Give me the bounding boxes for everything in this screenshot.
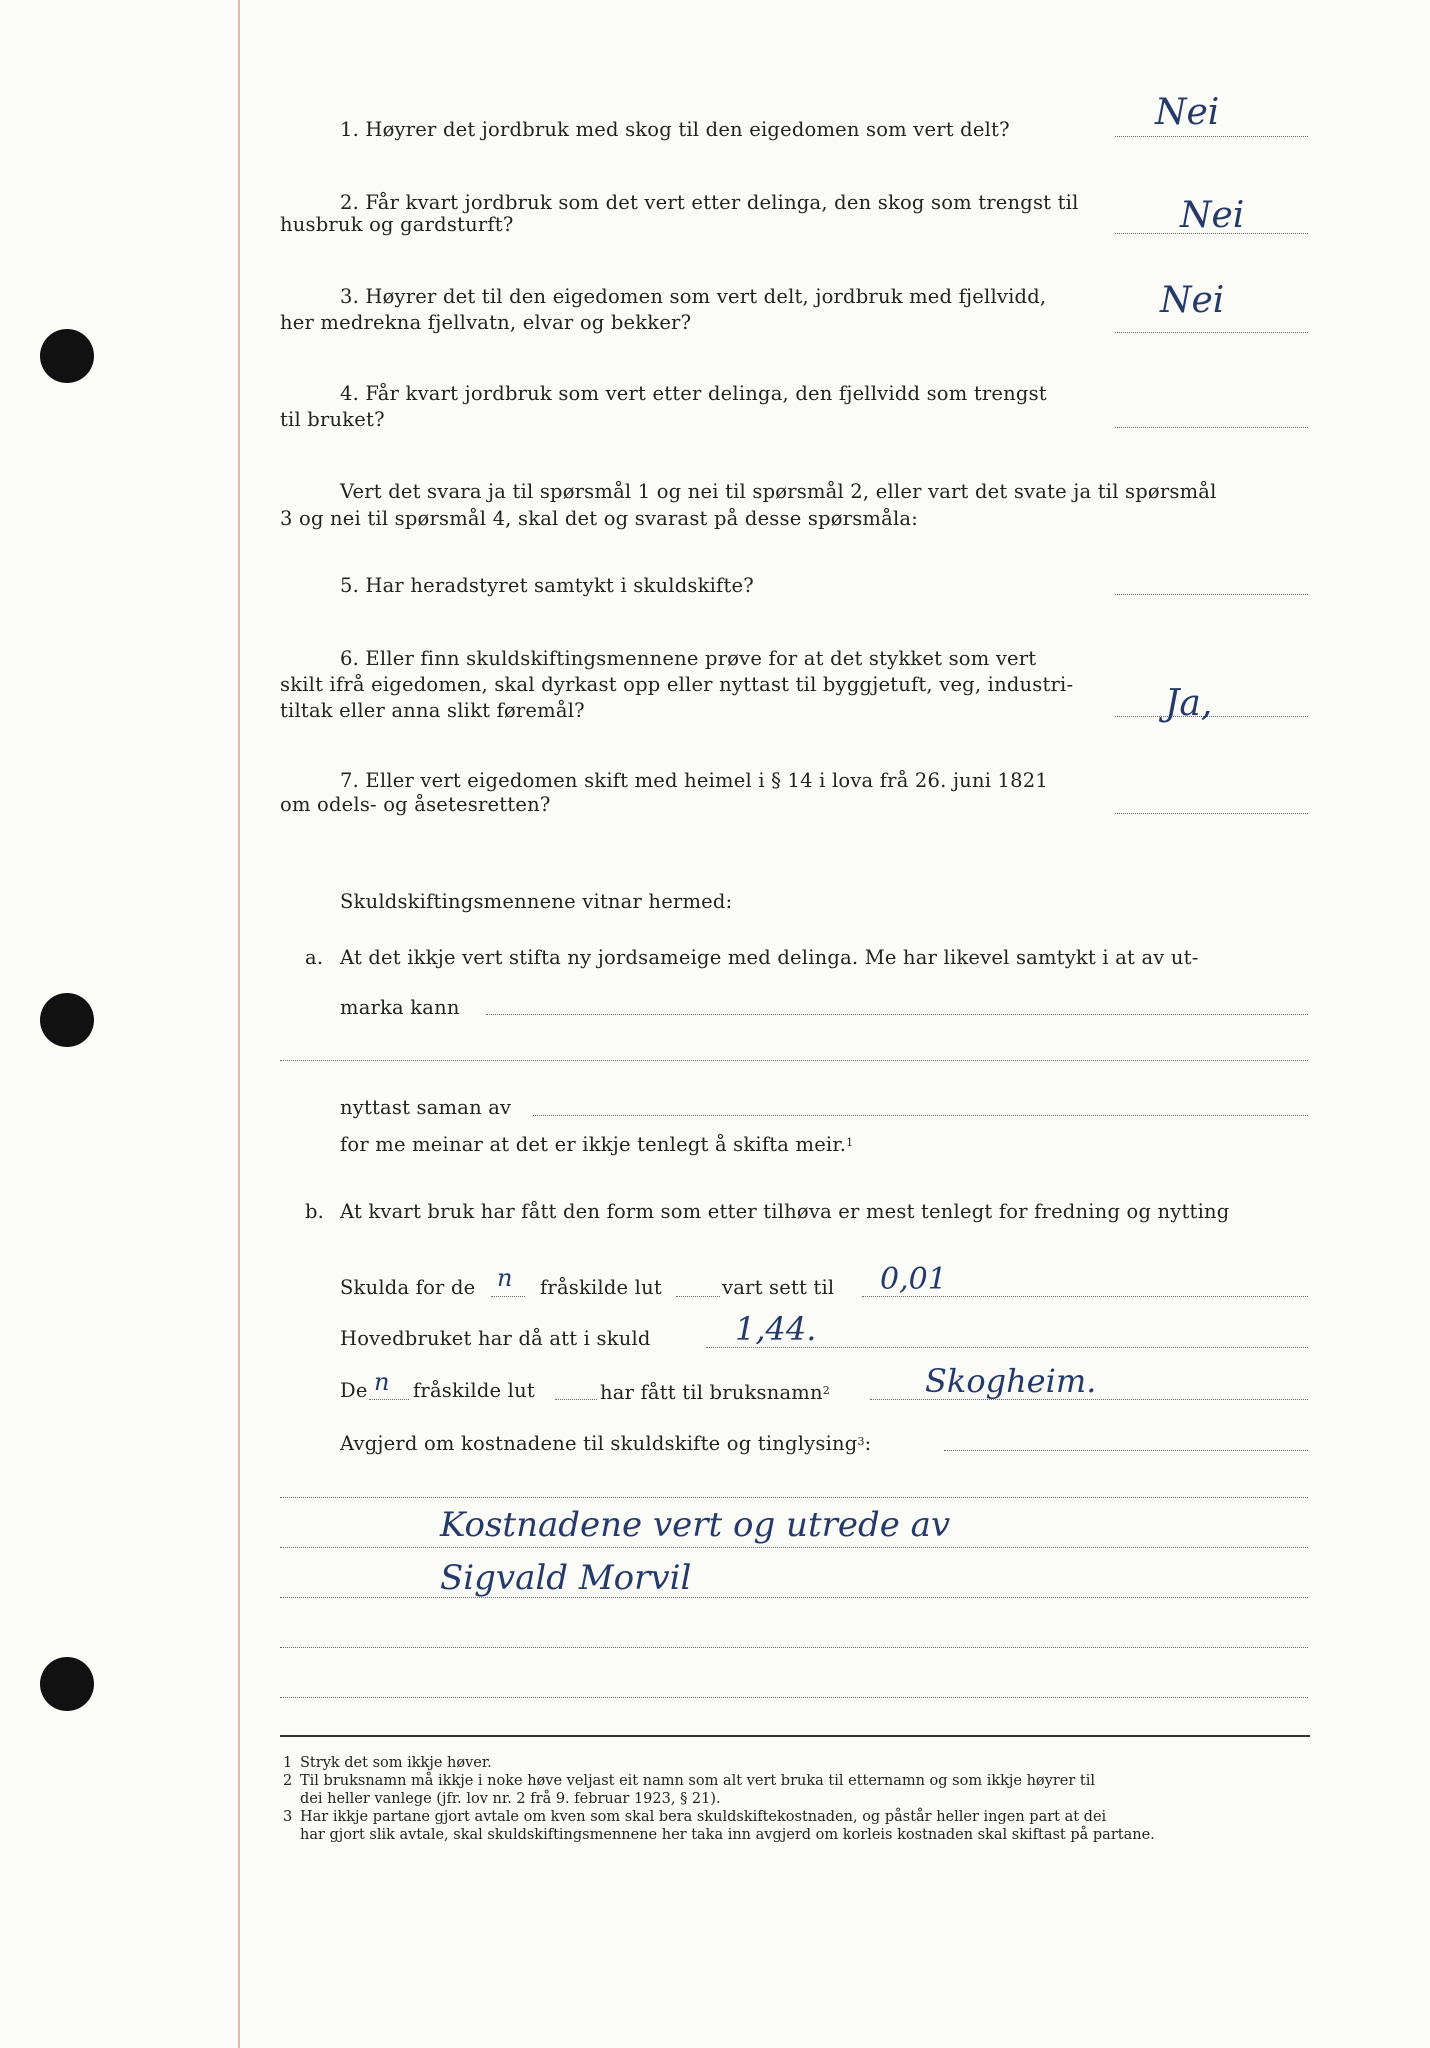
- footnote-3-line-1: Har ikkje partane gjort avtale om kven som skal bera skuldskiftekostnaden, og påstår heller ingen part at dei: [300, 1809, 1107, 1825]
- answer-1: Nei: [1155, 92, 1220, 133]
- question-3-line-2: her medrekna fjellvatn, elvar og bekker?: [280, 311, 692, 334]
- skuld-row-1-blank-1: [491, 1296, 525, 1297]
- item-a-line-2: marka kann: [340, 996, 460, 1019]
- question-1: 1. Høyrer det jordbruk med skog til den eigedomen som vert delt?: [340, 118, 1010, 141]
- farm-name: Skogheim.: [925, 1362, 1097, 1400]
- nyttast-line: [533, 1115, 1308, 1116]
- cost-line-5: [280, 1697, 1308, 1698]
- footnote-rule: [280, 1735, 1310, 1737]
- meinar-text: for me meinar at det er ikkje tenlegt å skifta meir.$^1$: [340, 1133, 854, 1156]
- question-5: 5. Har heradstyret samtykt i skuldskifte?: [340, 574, 754, 597]
- answer-line-7: [1115, 813, 1308, 814]
- question-3-line-1: 3. Høyrer det til den eigedomen som vert delt, jordbruk med fjellvidd,: [340, 285, 1047, 308]
- skuld-row-2-label: Hovedbruket har då att i skuld: [340, 1327, 651, 1350]
- answer-line-5: [1115, 594, 1308, 595]
- skuld-row-1-label: Skulda for de: [340, 1276, 476, 1299]
- item-a-label: a.: [305, 946, 324, 969]
- answer-6: Ja,: [1165, 683, 1213, 724]
- skuld-row-3-label: De: [340, 1379, 368, 1402]
- skuld-row-3-blank-1: [369, 1399, 409, 1400]
- question-6-line-1: 6. Eller finn skuldskiftingsmennene prøve for at det stykket som vert: [340, 647, 1037, 670]
- answer-line-1: [1115, 136, 1308, 137]
- footnote-2-line-1: Til bruksnamn må ikkje i noke høve veljast eit namn som alt vert bruka til etternamn og som ikkje høyrer til: [300, 1773, 1096, 1789]
- question-6-line-2: skilt ifrå eigedomen, skal dyrkast opp eller nyttast til byggjetuft, veg, industri-: [280, 673, 1074, 696]
- answer-line-3: [1115, 332, 1308, 333]
- binder-hole-top: [40, 329, 94, 383]
- margin-rule: [238, 0, 240, 2048]
- conditional-note-line-2: 3 og nei til spørsmål 4, skal det og svarast på desse spørsmåla:: [280, 507, 918, 530]
- cost-handwritten-line-1: Kostnadene vert og utrede av: [440, 1505, 951, 1545]
- footnote-1-number: 1: [283, 1755, 293, 1771]
- binder-hole-middle: [40, 993, 94, 1047]
- utmark-line-2: [280, 1060, 1308, 1061]
- utmark-line: [486, 1014, 1308, 1015]
- cost-line-1: [280, 1497, 1308, 1498]
- item-b-label: b.: [305, 1200, 325, 1223]
- skuld-value: 0,01: [880, 1262, 947, 1297]
- answer-line-4: [1115, 427, 1308, 428]
- skuld-row-1-blank-2: [676, 1296, 720, 1297]
- nyttast-label: nyttast saman av: [340, 1096, 512, 1119]
- cost-handwritten-line-2: Sigvald Morvil: [440, 1558, 692, 1598]
- item-b-text: At kvart bruk har fått den form som etter tilhøva er mest tenlegt for fredning og nytting: [340, 1200, 1230, 1223]
- skuld-row-3-handwritten-n: n: [374, 1368, 390, 1396]
- remaining-skuld-value: 1,44.: [735, 1310, 817, 1348]
- question-6-line-3: tiltak eller anna slikt føremål?: [280, 699, 585, 722]
- cost-line-2: [280, 1547, 1308, 1548]
- cost-decision-label: Avgjerd om kostnadene til skuldskifte og tinglysing$^3$:: [340, 1432, 872, 1455]
- answer-3: Nei: [1160, 280, 1225, 321]
- footnote-3-number: 3: [283, 1809, 293, 1825]
- skuld-row-3-bruksnamn: har fått til bruksnamn$^2$: [600, 1381, 830, 1404]
- answer-2: Nei: [1180, 195, 1245, 236]
- footnote-1: Stryk det som ikkje høver.: [300, 1755, 492, 1771]
- cost-line-3: [280, 1597, 1308, 1598]
- binder-hole-bottom: [40, 1657, 94, 1711]
- cost-line-4: [280, 1647, 1308, 1648]
- skuld-row-1-handwritten-n: n: [497, 1264, 513, 1292]
- question-7-line-1: 7. Eller vert eigedomen skift med heimel i § 14 i lova frå 26. juni 1821: [340, 769, 1048, 792]
- item-a-text: At det ikkje vert stifta ny jordsameige med delinga. Me har likevel samtykt i at av ut-: [340, 946, 1199, 969]
- conditional-note-line-1: Vert det svara ja til spørsmål 1 og nei til spørsmål 2, eller vart det svate ja til spørsmål: [340, 480, 1217, 503]
- skuld-row-3-lut: fråskilde lut: [413, 1379, 535, 1402]
- footnote-2-number: 2: [283, 1773, 293, 1789]
- question-4-line-1: 4. Får kvart jordbruk som vert etter delinga, den fjellvidd som trengst: [340, 382, 1047, 405]
- skuld-row-1-lut: fråskilde lut: [540, 1276, 662, 1299]
- question-4-line-2: til bruket?: [280, 408, 385, 431]
- footnote-3-line-2: har gjort slik avtale, skal skuldskiftingsmennene her taka inn avgjerd om korleis kostnaden skal skiftast på partane.: [300, 1827, 1155, 1843]
- question-2-line-1: 2. Får kvart jordbruk som det vert etter delinga, den skog som trengst til: [340, 191, 1079, 214]
- question-2-line-2: husbruk og gardsturft?: [280, 213, 514, 236]
- footnote-2-line-2: dei heller vanlege (jfr. lov nr. 2 frå 9. februar 1923, § 21).: [300, 1791, 721, 1807]
- question-7-line-2: om odels- og åsetesretten?: [280, 793, 551, 816]
- cost-decision-line: [944, 1450, 1308, 1451]
- witness-heading: Skuldskiftingsmennene vitnar hermed:: [340, 890, 733, 913]
- skuld-row-3-blank-2: [555, 1399, 597, 1400]
- skuld-row-1-vart: vart sett til: [722, 1276, 835, 1299]
